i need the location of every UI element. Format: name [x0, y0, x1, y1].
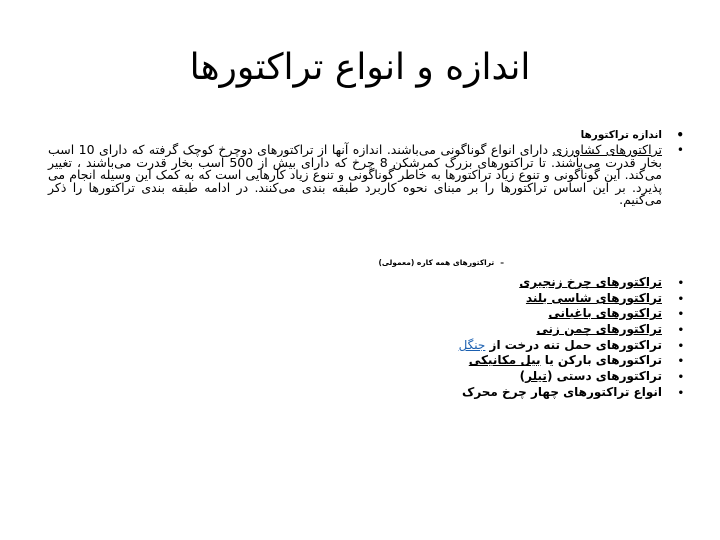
high-clearance-tractors-link[interactable]: تراکتورهای شاسی بلند [525, 290, 662, 305]
list-item [48, 275, 684, 291]
list-item [48, 322, 684, 338]
list-item [48, 353, 684, 369]
slide-content [48, 128, 684, 401]
intro-list [48, 128, 684, 207]
forest-link[interactable]: جنگل [458, 337, 486, 352]
excavator-link[interactable]: بیل مکانیکی [468, 353, 541, 368]
section-paragraph [48, 144, 684, 207]
list-item [48, 385, 684, 401]
subheading-dash: – [500, 257, 504, 267]
tiller-link[interactable]: تیلر [525, 369, 547, 384]
list-item [48, 369, 684, 385]
subheading-text: تراکتورهای همه کاره (معمولی) [378, 257, 495, 267]
list-item-text: انواع تراکتورهای چهار چرخ محرک [462, 384, 662, 399]
tractor-types-list [48, 275, 684, 401]
orchard-tractors-link[interactable]: تراکتورهای باغبانی [548, 306, 662, 321]
section-heading [48, 128, 684, 142]
general-purpose-subheading [48, 257, 684, 269]
list-item [48, 291, 684, 307]
list-item [48, 306, 684, 322]
crawler-tractors-link[interactable]: تراکتورهای چرخ زنجیری [519, 274, 662, 289]
list-item-text: تراکتورهای حمل تنه درخت از [485, 337, 662, 352]
list-item-text: تراکتورهای بارکن یا [540, 353, 662, 368]
list-item-text: تراکتورهای دستی ( [546, 369, 662, 384]
agricultural-tractors-link[interactable]: تراکتورهای کشاورزی [552, 142, 662, 157]
lawn-tractors-link[interactable]: تراکتورهای چمن زنی [536, 322, 662, 337]
slide-title: اندازه و انواع تراکتورها [189, 47, 531, 88]
list-item [48, 338, 684, 354]
paragraph-body: دارای انواع گوناگونی می‌باشند. اندازه آنها از تراکتورهای دوچرخ کوچک گرفته که دارای 10 اسب بخار قدرت می‌باشند. تا تراکتورهای بزرگ کمرشکن 8 چرخ که دارای بیش از 500 اسب بخار قدرت می‌باشند ، تغییر می‌کند. این گوناگونی و تنوع زیاد تراکتورها به خاطر گوناگونی و تنوع زیاد کارهایی است که به کمک این وسیله انجام می پذیرد. بر این اساس تراکتورها را بر مبنای نحوه کاربرد طبقه بندی می‌کنند. در ادامه طبقه بندی تراکتورها را ذکر می‌کنیم. [48, 142, 662, 208]
section-heading-text: اندازه تراکتورها [580, 129, 662, 141]
list-item-suffix: ) [519, 369, 526, 384]
